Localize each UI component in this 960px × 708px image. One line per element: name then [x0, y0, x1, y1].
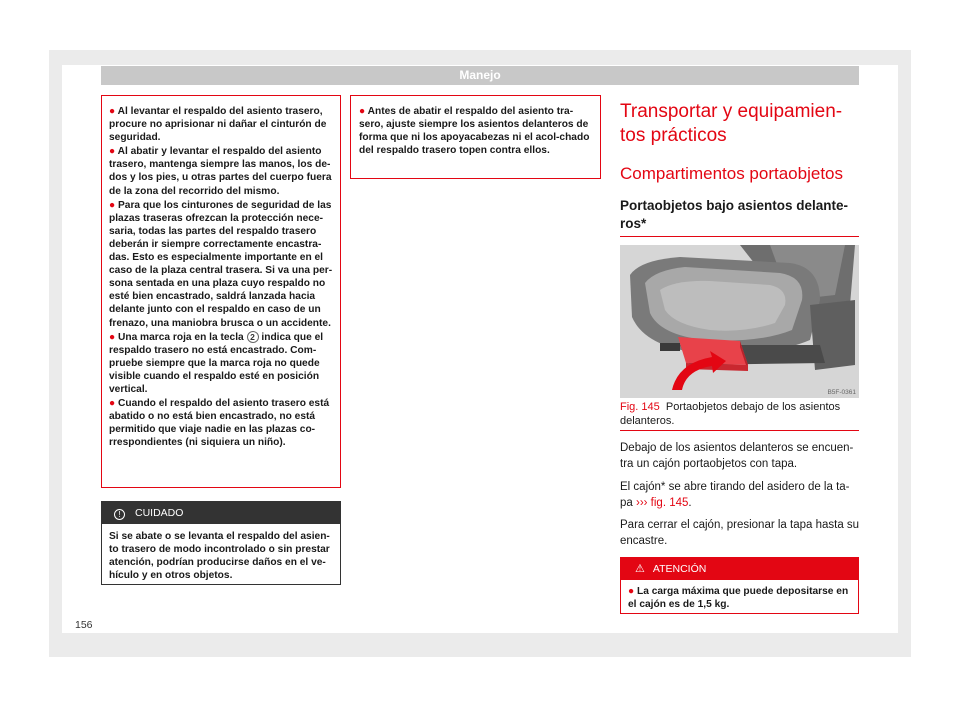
- bullet-dot-icon: ●: [359, 106, 368, 117]
- bullet-dot-icon: ●: [109, 146, 118, 158]
- section-header: Manejo: [101, 66, 859, 85]
- warning-bullet: ● Al levantar el respaldo del asiento trasero, procure no aprisionar ni dañar el cinturón de seguridad.: [109, 106, 327, 144]
- warning-bullet: ● Cuando el respaldo del asiento trasero está abatido o no está bien encastrado, no está permitido que viaje nadie en las plazas co-rrespondientes (ni siquiera un niño).: [109, 398, 330, 449]
- info-circle-icon: !: [114, 509, 125, 520]
- warning-box: [101, 95, 341, 488]
- warning-box-middle: [350, 95, 601, 179]
- figure-reference-link[interactable]: ››› fig. 145: [636, 496, 689, 509]
- caption-divider: [620, 430, 859, 431]
- body-paragraph: Para cerrar el cajón, presionar la tapa hasta su encastre.: [620, 519, 860, 547]
- caption-label: Fig. 145: [620, 401, 660, 413]
- bullet-dot-icon: ●: [109, 199, 118, 211]
- caution-header: ! CUIDADO: [102, 502, 340, 524]
- bullet-dot-icon: ●: [109, 331, 118, 343]
- chapter-heading: Transportar y equipamien-tos prácticos: [620, 101, 843, 146]
- warning-bullet: ● Una marca roja en la tecla 2 indica que el respaldo trasero no está encastrado. Com-pruebe siempre que la marca roja no quede visible cuando el respaldo esté en posición vertical.: [109, 331, 324, 395]
- attention-text: ● La carga máxima que puede depositarse en el cajón es de 1,5 kg.: [628, 586, 849, 611]
- attention-header: ⚠ ATENCIÓN: [621, 558, 858, 580]
- bullet-dot-icon: ●: [109, 398, 118, 410]
- bullet-dot-icon: ●: [109, 106, 118, 117]
- warning-bullet: ● Para que los cinturones de seguridad de las plazas traseras ofrezcan la protección nece-saria, todas las partes del respaldo trasero deberán ir siempre correctamente encastra-das. Esto es especialmente importante en el caso de la plaza central trasera. Si va una per-sona sentada en una plaza cuyo respaldo no esté bien encastrado, saldrá lanzada hacia delante junto con el respaldo en caso de un frenazo, una maniobra brusca o un accidente.: [109, 199, 333, 329]
- figure-code: B5F-0361: [827, 389, 856, 396]
- heading-divider: [620, 236, 859, 237]
- seat-illustration: [620, 245, 859, 398]
- caution-box: [101, 501, 341, 585]
- seat-drawer-figure: [620, 245, 859, 398]
- page-number: 156: [75, 619, 93, 631]
- caution-text: Si se abate o se levanta el respaldo del asien-to trasero de modo incontrolado o sin prestar atención, podrían producirse daños en el ve-hículo y en otros objetos.: [109, 531, 330, 582]
- section-heading: Compartimentos portaobjetos: [620, 164, 844, 183]
- warning-bullet: ● Antes de abatir el respaldo del asiento tra-sero, ajuste siempre los asientos delanteros de forma que ni los apoyacabezas ni el acol-chado del respaldo trasero topen contra ellos.: [359, 106, 590, 157]
- body-paragraph: El cajón* se abre tirando del asidero de la ta-pa ››› fig. 145.: [620, 481, 850, 509]
- bullet-dot-icon: ●: [628, 586, 637, 597]
- warning-triangle-icon: ⚠: [635, 563, 645, 575]
- key-number-badge: 2: [247, 331, 259, 343]
- attention-box: [620, 557, 859, 614]
- body-paragraph: Debajo de los asientos delanteros se encuen-tra un cajón portaobjetos con tapa.: [620, 442, 854, 470]
- subsection-heading: Portaobjetos bajo asientos delante-ros*: [620, 198, 849, 231]
- warning-bullet: ● Al abatir y levantar el respaldo del asiento trasero, mantenga siempre las manos, los de-dos y los pies, u otras partes del cuerpo fuera de la zona del recorrido del mismo.: [109, 146, 332, 197]
- figure-caption: Fig. 145 Portaobjetos debajo de los asientos delanteros.: [620, 401, 841, 427]
